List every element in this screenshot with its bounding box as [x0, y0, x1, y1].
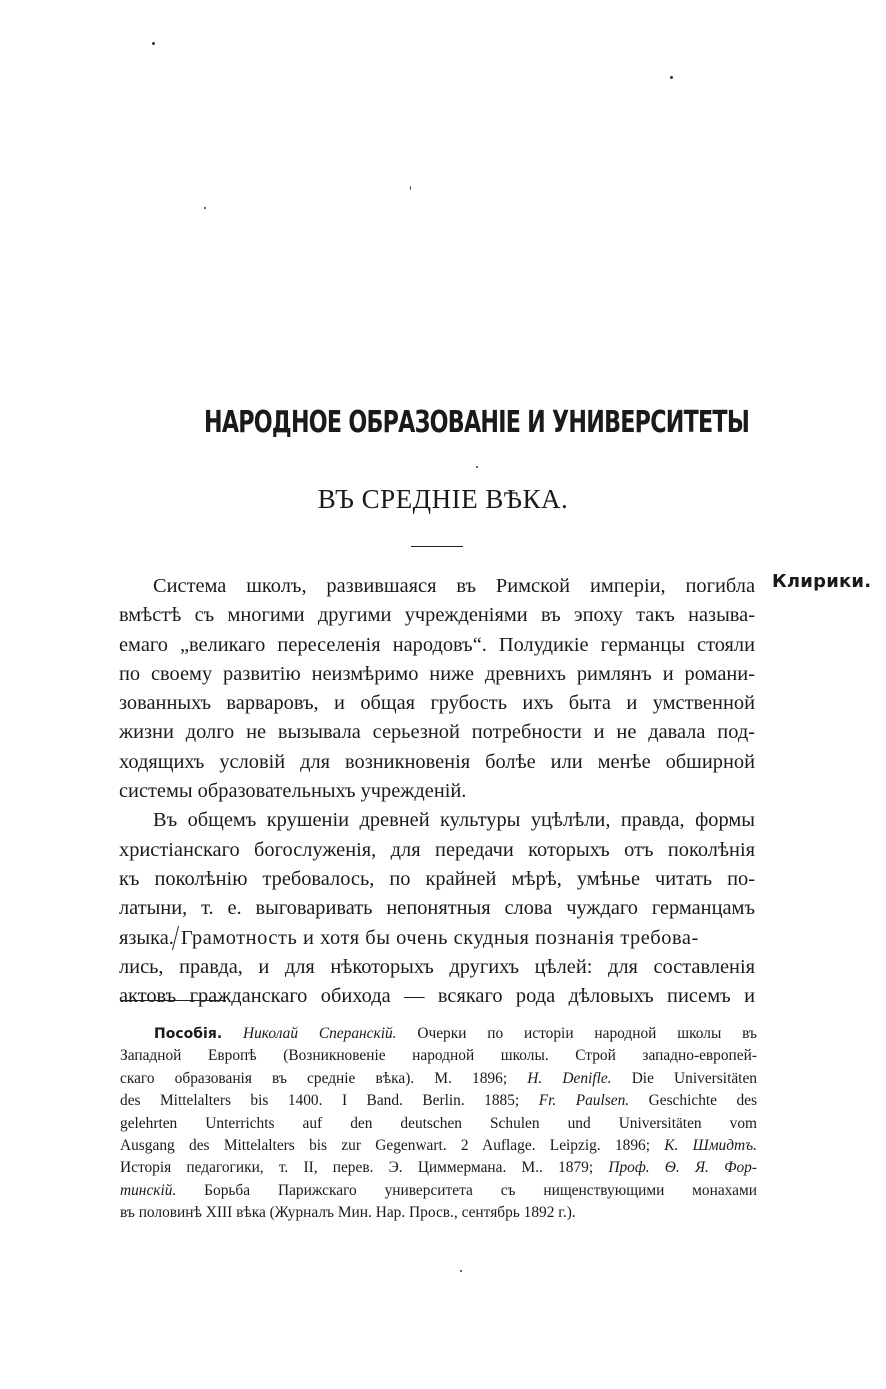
footnote-line: [120, 1135, 757, 1157]
footnote-line: [120, 1090, 757, 1112]
footnote-text: Очерки по исторіи народной школы въ: [417, 1025, 757, 1042]
scan-speck: [410, 186, 411, 190]
body-line: Грамотность и хотя бы очень скудныя познанія требова-: [180, 926, 699, 949]
footnote-divider: [120, 1000, 226, 1001]
footnote-line: [120, 1023, 757, 1045]
scan-speck: [476, 466, 478, 468]
footnote-text: Борьба Парижскаго университета съ нищенствующими монахами: [204, 1181, 757, 1199]
scan-speck: [460, 1270, 462, 1272]
footnote-text: скаго образованія въ средніе вѣка). М. 1896;: [120, 1069, 508, 1087]
body-line: жизни долго не вызывала серьезной потребности и не давала под-: [119, 721, 755, 744]
body-line: Система школъ, развившаяся въ Римской имперіи, погибла: [153, 575, 755, 597]
page-title: НАРОДНОЕ ОБРАЗОВАНІЕ И УНИВЕРСИТЕТЫ: [203, 405, 750, 440]
body-text: [119, 572, 755, 1011]
footnote-text: Geschichte des: [648, 1092, 757, 1110]
body-line: къ поколѣнію требовалось, по крайней мѣрѣ, умѣнье читать по-: [119, 867, 755, 890]
footnote-author: H. Denifle.: [527, 1069, 612, 1087]
page-subtitle: ВЪ СРЕДНІЕ ВѢКА.: [317, 484, 569, 514]
body-line: Въ общемъ крушеніи древней культуры уцѣлѣли, правда, формы: [153, 809, 755, 832]
margin-note: Клирики.: [772, 571, 872, 592]
body-line: лись, правда, и для нѣкоторыхъ другихъ цѣлей: для составленія: [119, 955, 755, 978]
title-divider: [411, 546, 463, 547]
footnote-author: Николай Сперанскій.: [242, 1025, 397, 1042]
scan-speck: [204, 207, 206, 209]
footnote-text: Die Universitäten: [631, 1069, 757, 1087]
body-line-split: [119, 924, 755, 953]
footnote-author: К. Шмидтъ.: [664, 1136, 757, 1154]
footnote: [120, 1023, 757, 1225]
body-line: христіанскаго богослуженія, для передачи которыхъ отъ поколѣнія: [119, 838, 755, 861]
body-line: емаго „великаго переселенія народовъ“. Полудикіе германцы стояли: [119, 633, 755, 656]
scan-speck: [670, 76, 673, 79]
body-line: ходящихъ условій для возникновенія болѣе или менѣе обширной: [119, 750, 755, 773]
body-line: зованныхъ варваровъ, и общая грубость ихъ быта и умственной: [119, 692, 755, 715]
scan-speck: [152, 42, 155, 45]
footnote-line: въ половинѣ XIII вѣка (Журналъ Мин. Нар. Просв., сентябрь 1892 г.).: [120, 1204, 576, 1222]
footnote-text: des Mittelalters bis 1400. I Band. Berlin. 1885;: [120, 1092, 520, 1110]
footnote-text: Ausgang des Mittelalters bis zur Gegenwart. 2 Auflage. Leipzig. 1896;: [120, 1136, 650, 1154]
footnote-line: [120, 1180, 757, 1202]
footnote-line: [120, 1068, 757, 1090]
body-line: языка.: [119, 926, 174, 949]
footnote-line: Западной Европѣ (Возникновеніе народной школы. Строй западно-европей-: [120, 1047, 757, 1065]
footnote-line: [120, 1157, 757, 1179]
footnote-line: gelehrten Unterrichts auf den deutschen Schulen und Universitäten vom: [120, 1114, 757, 1132]
footnote-text: Исторія педагогики, т. II, перев. Э. Циммермана. М.. 1879;: [120, 1159, 594, 1177]
footnote-author: Fr. Paulsen.: [538, 1092, 630, 1110]
body-line: по своему развитію неизмѣримо ниже древнихъ римлянъ и романи-: [119, 662, 755, 685]
body-line: латыни, т. е. выговаривать непонятныя слова чуждаго германцамъ: [119, 897, 755, 920]
body-line: вмѣстѣ съ многими другими учрежденіями въ эпоху такъ называ-: [119, 604, 755, 627]
footnote-author: Проф. Ѳ. Я. Фор-: [608, 1159, 757, 1177]
body-line: актовъ гражданскаго обихода — всякаго рода дѣловыхъ писемъ и: [119, 985, 755, 1008]
body-line: системы образовательныхъ учрежденій.: [119, 780, 467, 803]
footnote-author: тинскій.: [120, 1181, 177, 1199]
footnote-label: Пособія.: [154, 1026, 223, 1042]
